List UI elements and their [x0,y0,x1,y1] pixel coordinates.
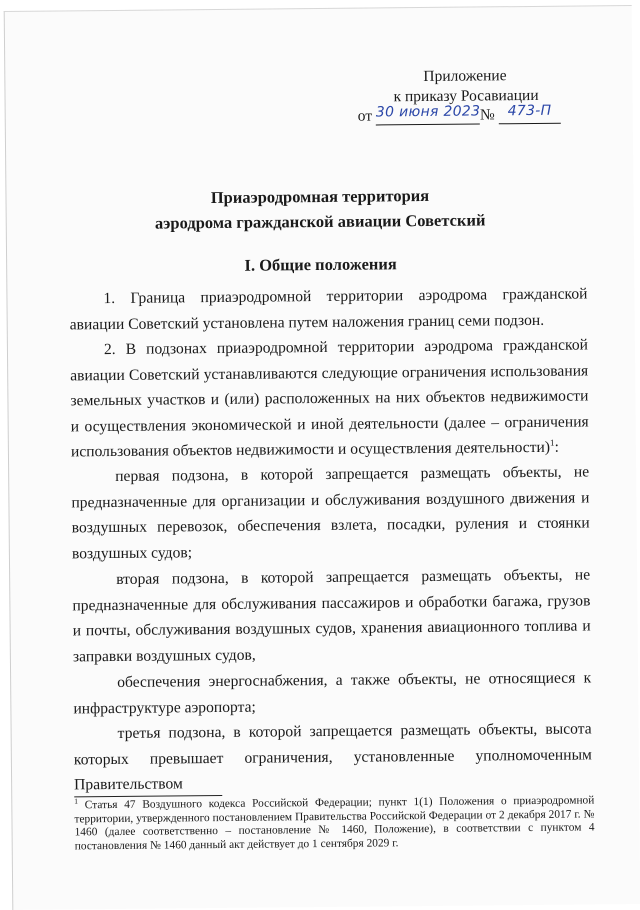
document-title-line2: аэродрома гражданской авиации Советский [154,210,486,233]
paragraph-second-subzone-cont: обеспечения энергоснабжения, а также объекты, не относящиеся к инфраструктуре аэропорта; [73,669,592,717]
document-page [5,6,640,910]
appendix-label: Приложение [423,67,507,86]
footnote [74,794,594,853]
number-sign: № [479,106,495,124]
date-prefix: от [357,107,373,125]
paragraph-second-subzone: вторая подзона, в которой запрещается размещать объекты, не предназначенные для обслуживания пассажиров и обработки багажа, грузов и почты, обслуживания воздушных судов, хранения авиационного топлива и заправки воздушных судов, [72,566,591,665]
section-heading: I. Общие положения [244,254,397,275]
handwritten-number: 473-П [507,102,552,120]
paragraph-2-tail: : [554,438,559,456]
paragraph-third-subzone: третья подзона, в которой запрещается размещать объекты, высота которых превышает ограничения, установленные уполномоченным Правительством [73,720,592,794]
date-field [376,105,480,125]
document-title-line1: Приаэродромная территория [210,185,430,208]
document-sheet [4,5,640,910]
number-field [499,102,561,125]
paragraph-2 [70,332,589,464]
footnote-text: Статья 47 Воздушного кодекса Российской Федерации; пункт 1(1) Положения о приаэродромной территории, утвержденного постановлением Правительства Российской Федерации от 2 декабря 2017 г. № 1460 (далее соответственно – постановление № 1460, Положение), в соответствии с пунктом 4 постановления № 1460 данный акт действует до 1 сентября 2029 г. [74,794,595,853]
handwritten-date: 30 июня 2023 [375,103,481,121]
order-date-line [357,102,561,126]
paragraph-1: 1. Граница приаэродромной территории аэродрома гражданской авиации Советский установлена путем наложения границ семи подзон. [69,285,588,333]
paragraph-2-text: 2. В подзонах приаэродромной территории аэродрома гражданской авиации Советский устанавливаются следующие ограничения использования земельных участков и (или) расположенных на них объектов недвижимости и осуществления экономической и иной деятельности (далее – ограничения использования объектов недвижимости и осуществления деятельности) [70,336,589,461]
order-reference: к приказу Росавиации [393,86,539,106]
footnote-reference[interactable]: 1 [549,437,555,448]
footnote-marker: 1 [74,796,79,806]
paragraph-first-subzone: первая подзона, в которой запрещается размещать объекты, не предназначенные для организации и обслуживания воздушного движения и воздушных перевозок, обеспечения взлета, посадки, руления и стоянки воздушных судов; [71,463,590,562]
